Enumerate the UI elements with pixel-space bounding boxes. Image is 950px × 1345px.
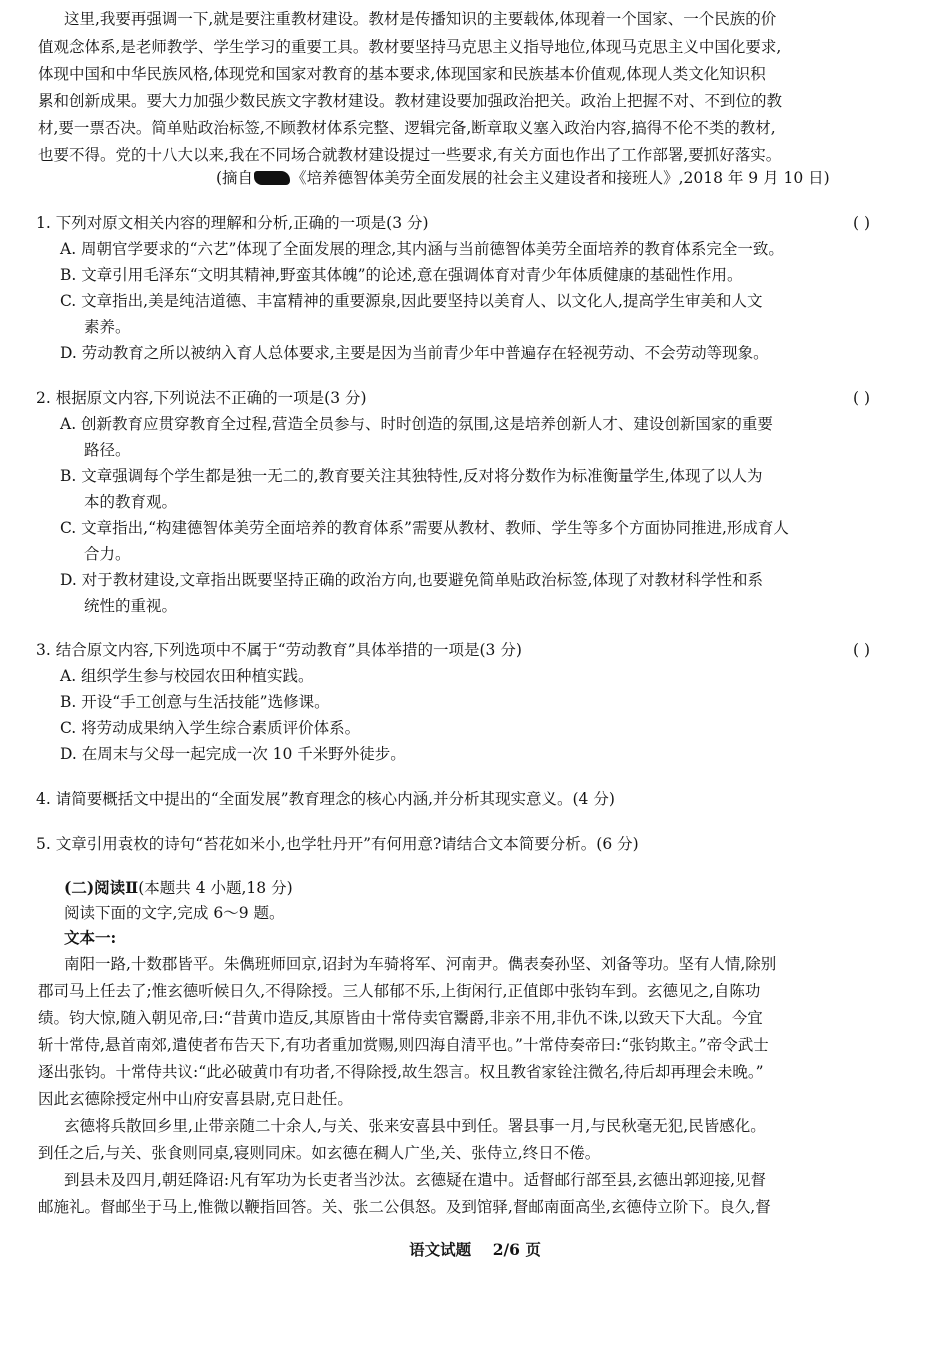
option-line: C. 文章指出,“构建德智体美劳全面培养的教育体系”需要从教材、教师、学生等多个方面协同推进,形成育人 xyxy=(60,519,789,537)
option-line: D. 劳动教育之所以被纳入育人总体要求,主要是因为当前青少年中普遍存在轻视劳动、不会劳动等现象。 xyxy=(60,344,769,362)
option-line: 路径。 xyxy=(84,441,131,459)
option-line: 统性的重视。 xyxy=(84,597,178,615)
footer-page-number: 2/6 页 xyxy=(492,1240,541,1259)
text-label: 文本一: xyxy=(64,928,117,947)
option-line: B. 文章强调每个学生都是独一无二的,教育要关注其独特性,反对将分数作为标准衡量学生,体现了以人为 xyxy=(60,467,763,485)
section-title: (二)阅读Ⅱ xyxy=(64,878,139,897)
question-stem: 2. 根据原文内容,下列说法不正确的一项是(3 分) xyxy=(36,389,367,407)
option-line: 素养。 xyxy=(84,318,131,336)
section-heading xyxy=(64,877,293,899)
option-line: B. 文章引用毛泽东“文明其精神,野蛮其体魄”的论述,意在强调体育对青少年体质健康的基础性作用。 xyxy=(60,266,743,284)
question-stem: 1. 下列对原文相关内容的理解和分析,正确的一项是(3 分) xyxy=(36,214,429,232)
text-line: 逐出张钧。十常侍共议:“此必破黄巾有功者,不得除授,故生怨言。权且教省家铨注微名,待后却再理会未晚。” xyxy=(38,1063,764,1081)
page-footer xyxy=(0,1238,950,1260)
section-instruction: 阅读下面的文字,完成 6～9 题。 xyxy=(64,904,285,922)
option-line: C. 文章指出,美是纯洁道德、丰富精神的重要源泉,因此要坚持以美育人、以文化人,提高学生审美和人文 xyxy=(60,292,763,310)
text-line: 玄德将兵散回乡里,止带亲随二十余人,与关、张来安喜县中到任。署县事一月,与民秋毫无犯,民皆感化。 xyxy=(64,1117,766,1135)
text-line: 邮施礼。督邮坐于马上,惟微以鞭指回答。关、张二公俱怒。及到馆驿,督邮南面高坐,玄德侍立阶下。良久,督 xyxy=(38,1198,771,1216)
option-line: D. 对于教材建设,文章指出既要坚持正确的政治方向,也要避免简单贴政治标签,体现了对教材科学性和系 xyxy=(60,571,764,589)
answer-blank[interactable]: ( ) xyxy=(853,641,871,659)
passage-line: 这里,我要再强调一下,就是要注重教材建设。教材是传播知识的主要载体,体现着一个国家、一个民族的价 xyxy=(64,10,777,28)
text-line: 到县未及四月,朝廷降诏:凡有军功为长吏者当沙汰。玄德疑在遣中。适督邮行部至县,玄德出郭迎接,见督 xyxy=(64,1171,767,1189)
answer-blank[interactable]: ( ) xyxy=(853,389,871,407)
option-line: A. 周朝官学要求的“六艺”体现了全面发展的理念,其内涵与当前德智体美劳全面培养的教育体系完全一致。 xyxy=(60,240,784,258)
text-line: 斩十常侍,悬首南郊,遣使者布告天下,有功者重加赏赐,则四海自清平也。”十常侍奏帝曰:“张钧欺主。”帝令武士 xyxy=(38,1036,769,1054)
text-line: 因此玄德除授定州中山府安喜县尉,克日赴任。 xyxy=(38,1090,353,1108)
text-line: 南阳一路,十数郡皆平。朱儁班师回京,诏封为车骑将军、河南尹。儁表奏孙坚、刘备等功。坚有人情,除别 xyxy=(64,955,777,973)
option-line: 本的教育观。 xyxy=(84,493,178,511)
passage-line: 体现中国和中华民族风格,体现党和国家对教育的基本要求,体现国家和民族基本价值观,体现人类文化知识积 xyxy=(38,65,766,83)
passage-line: 材,要一票否决。简单贴政治标签,不顾教材体系完整、逻辑完备,断章取义塞入政治内容,搞得不伦不类的教材, xyxy=(38,119,776,137)
passage-line: 累和创新成果。要大力加强少数民族文字教材建设。教材建设要加强政治把关。政治上把握不对、不到位的教 xyxy=(38,92,783,110)
citation-source: 《培养德智体美劳全面发展的社会主义建设者和接班人》,2018 年 9 月 10 日) xyxy=(291,169,830,187)
option-line: D. 在周末与父母一起完成一次 10 千米野外徒步。 xyxy=(60,745,406,763)
section-note: (本题共 4 小题,18 分) xyxy=(138,879,293,897)
option-line: B. 开设“手工创意与生活技能”选修课。 xyxy=(60,693,330,711)
option-line: C. 将劳动成果纳入学生综合素质评价体系。 xyxy=(60,719,361,737)
text-line: 郡司马上任去了;惟玄德听候日久,不得除授。三人郁郁不乐,上街闲行,正值郎中张钧车到。玄德见之,自陈功 xyxy=(38,982,761,1000)
redaction-mark xyxy=(254,171,290,185)
answer-blank[interactable]: ( ) xyxy=(853,214,871,232)
citation-prefix: (摘自 xyxy=(216,169,254,187)
question-stem: 4. 请简要概括文中提出的“全面发展”教育理念的核心内涵,并分析其现实意义。(4 分) xyxy=(36,790,615,808)
passage-line: 值观念体系,是老师教学、学生学习的重要工具。教材要坚持马克思主义指导地位,体现马克思主义中国化要求, xyxy=(38,38,782,56)
question-stem: 5. 文章引用袁枚的诗句“苔花如米小,也学牡丹开”有何用意?请结合文本简要分析。(6 分) xyxy=(36,835,639,853)
text-line: 绩。钧大惊,随入朝见帝,曰:“昔黄巾造反,其原皆由十常侍卖官鬻爵,非亲不用,非仇不诛,以致天下大乱。今宜 xyxy=(38,1009,763,1027)
footer-subject: 语文试题 xyxy=(409,1240,472,1259)
citation xyxy=(216,167,830,189)
text-line: 到任之后,与关、张食则同桌,寝则同床。如玄德在稠人广坐,关、张侍立,终日不倦。 xyxy=(38,1144,601,1162)
option-line: A. 创新教育应贯穿教育全过程,营造全员参与、时时创造的氛围,这是培养创新人才、建设创新国家的重要 xyxy=(60,415,773,433)
option-line: 合力。 xyxy=(84,545,131,563)
option-line: A. 组织学生参与校园农田种植实践。 xyxy=(60,667,314,685)
question-stem: 3. 结合原文内容,下列选项中不属于“劳动教育”具体举措的一项是(3 分) xyxy=(36,641,522,659)
passage-line: 也要不得。党的十八大以来,我在不同场合就教材建设提过一些要求,有关方面也作出了工作部署,要抓好落实。 xyxy=(38,146,782,164)
